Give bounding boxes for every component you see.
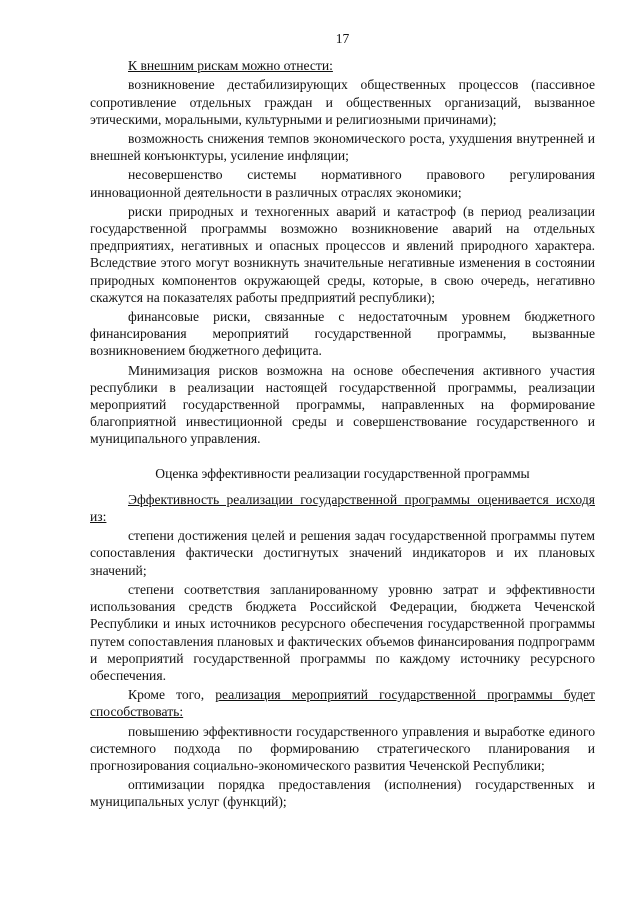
page-number: 17 [335,31,350,46]
furthermore-paragraph [90,686,595,720]
underlined-lead: К внешним рискам можно отнести: [128,58,333,74]
efficiency-intro [90,491,595,525]
furthermore-underlined: реализация мероприятий государственной программы будет способствовать: [90,687,595,720]
benefit-governance: повышению эффективности государственного управления и выработке единого системного подхода по формированию стратегического планирования и прогнозирования социально-экономического развития Чеченской Республики; [90,723,595,773]
risk-item-economic: возможность снижения темпов экономического роста, ухудшения внутренней и внешней конъюнктуры, усиление инфляции; [90,131,595,164]
risk-item-disasters: риски природных и техногенных аварий и катастроф (в период реализации государственной программы возможно возникновение аварий на отдельных предприятиях, негативных и опасных процессов и явлений природного характера. Вследствие этого могут возникнуть значительные негативные изменения в состоянии природных компонентов окружающей среды, которые, в свою очередь, негативно скажутся на показателях работы предприятий республики); [90,203,595,305]
document-page [90,30,595,811]
risk-minimization-paragraph: Минимизация рисков возможна на основе обеспечения активного участия республики в реализации настоящей государственной программы, реализации мероприятий государственной программы, направленных на формирование благоприятной инвестиционной среды и совершенствование государственного и муниципального управления. [90,362,595,447]
benefit-services: оптимизации порядка предоставления (исполнения) государственных и муниципальных услуг (функций); [90,777,595,810]
criterion-costs: степени соответствия запланированному уровню затрат и эффективности использования средств бюджета Российской Федерации, бюджета Чеченской Республики и иных источников ресурсного обеспечения государственной программы путем сопоставления плановых и фактических объемов финансирования подпрограмм и мероприятий государственной программы по каждому источнику ресурсного обеспечения. [90,581,595,683]
risk-item-financial: финансовые риски, связанные с недостаточным уровнем бюджетного финансирования мероприятий государственной программы, вызванные возникновением бюджетного дефицита. [90,309,595,359]
risk-item-regulatory: несовершенство системы нормативного правового регулирования инновационной деятельности в различных отраслях экономики; [90,167,595,200]
underlined-lead: Эффективность реализации государственной программы оценивается исходя из: [90,491,595,525]
external-risks-intro [90,57,595,74]
risk-item-social: возникновение дестабилизирующих общественных процессов (пассивное сопротивление отдельных граждан и общественных организаций, вызванное этическими, моральными, культурными и религиозными причинами); [90,77,595,127]
criterion-goals: степени достижения целей и решения задач государственной программы путем сопоставления фактически достигнутых значений индикаторов и их плановых значений; [90,528,595,578]
section-heading: Оценка эффективности реализации государственной программы [155,465,530,481]
furthermore-lead: Кроме того, [128,687,216,703]
